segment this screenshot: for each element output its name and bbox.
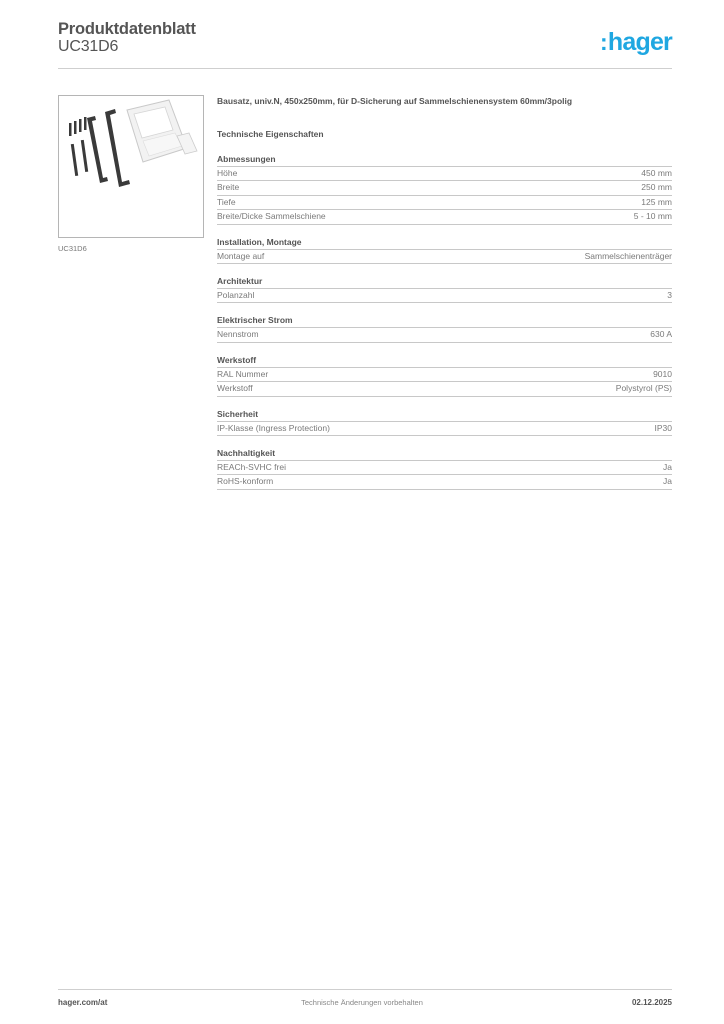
section-sustainability xyxy=(217,448,672,490)
row-label: Werkstoff xyxy=(217,383,253,394)
hager-logo xyxy=(600,28,672,57)
row-label: Montage auf xyxy=(217,250,265,261)
row-value: Polystyrol (PS) xyxy=(615,383,672,394)
document-title: Produktdatenblatt xyxy=(58,20,196,38)
logo-text: hager xyxy=(607,28,672,56)
table-row xyxy=(217,475,672,489)
table-row xyxy=(217,167,672,181)
section-title: Nachhaltigkeit xyxy=(217,448,672,461)
row-value: 3 xyxy=(667,289,672,300)
product-illustration-icon xyxy=(59,96,203,237)
row-label: Tiefe xyxy=(217,196,236,207)
image-caption: UC31D6 xyxy=(58,244,87,253)
table-row xyxy=(217,368,672,382)
row-label: RAL Nummer xyxy=(217,368,269,379)
footer-website-link[interactable]: hager.com/at xyxy=(58,998,108,1007)
table-row xyxy=(217,210,672,224)
table-row xyxy=(217,461,672,475)
row-label: Polanzahl xyxy=(217,289,255,300)
section-title: Installation, Montage xyxy=(217,237,672,250)
row-label: Breite xyxy=(217,182,240,193)
section-title: Architektur xyxy=(217,276,672,289)
footer-date: 02.12.2025 xyxy=(631,998,672,1007)
section-title: Sicherheit xyxy=(217,409,672,422)
row-label: Höhe xyxy=(217,168,238,178)
section-architecture xyxy=(217,276,672,303)
table-row xyxy=(217,328,672,342)
row-label: Nennstrom xyxy=(217,329,259,340)
section-material xyxy=(217,355,672,397)
tech-properties-heading: Technische Eigenschaften xyxy=(217,129,324,139)
section-title: Abmessungen xyxy=(217,154,672,167)
row-label: IP-Klasse (Ingress Protection) xyxy=(217,422,330,433)
section-electrical-current xyxy=(217,315,672,342)
row-value: 5 - 10 mm xyxy=(633,211,672,222)
section-safety xyxy=(217,409,672,436)
product-code: UC31D6 xyxy=(58,38,119,55)
row-value: 250 mm xyxy=(641,182,672,193)
table-row xyxy=(217,382,672,396)
row-value: 450 mm xyxy=(641,168,672,178)
table-row xyxy=(217,250,672,264)
row-value: 630 A xyxy=(650,329,672,340)
row-label: Breite/Dicke Sammelschiene xyxy=(217,211,326,222)
row-value: 9010 xyxy=(653,368,672,379)
section-title: Werkstoff xyxy=(217,355,672,368)
section-title: Elektrischer Strom xyxy=(217,315,672,328)
section-installation xyxy=(217,237,672,264)
footer-disclaimer: Technische Änderungen vorbehalten xyxy=(301,998,423,1007)
product-description: Bausatz, univ.N, 450x250mm, für D-Sicherung auf Sammelschienensystem 60mm/3polig xyxy=(217,96,573,106)
row-value: Ja xyxy=(663,476,672,487)
table-row xyxy=(217,196,672,210)
section-dimensions xyxy=(217,154,672,225)
row-label: REACh-SVHC frei xyxy=(217,461,286,472)
product-image xyxy=(58,95,204,238)
logo-colon-icon: : xyxy=(600,29,607,55)
table-row xyxy=(217,422,672,436)
row-value: Ja xyxy=(663,461,672,472)
header-divider xyxy=(58,68,672,69)
product-details xyxy=(217,96,672,490)
table-row xyxy=(217,289,672,303)
footer-divider xyxy=(58,989,672,990)
row-label: RoHS-konform xyxy=(217,476,274,487)
row-value: IP30 xyxy=(654,422,672,433)
row-value: 125 mm xyxy=(641,196,672,207)
table-row xyxy=(217,181,672,195)
row-value: Sammelschienenträger xyxy=(584,250,672,261)
